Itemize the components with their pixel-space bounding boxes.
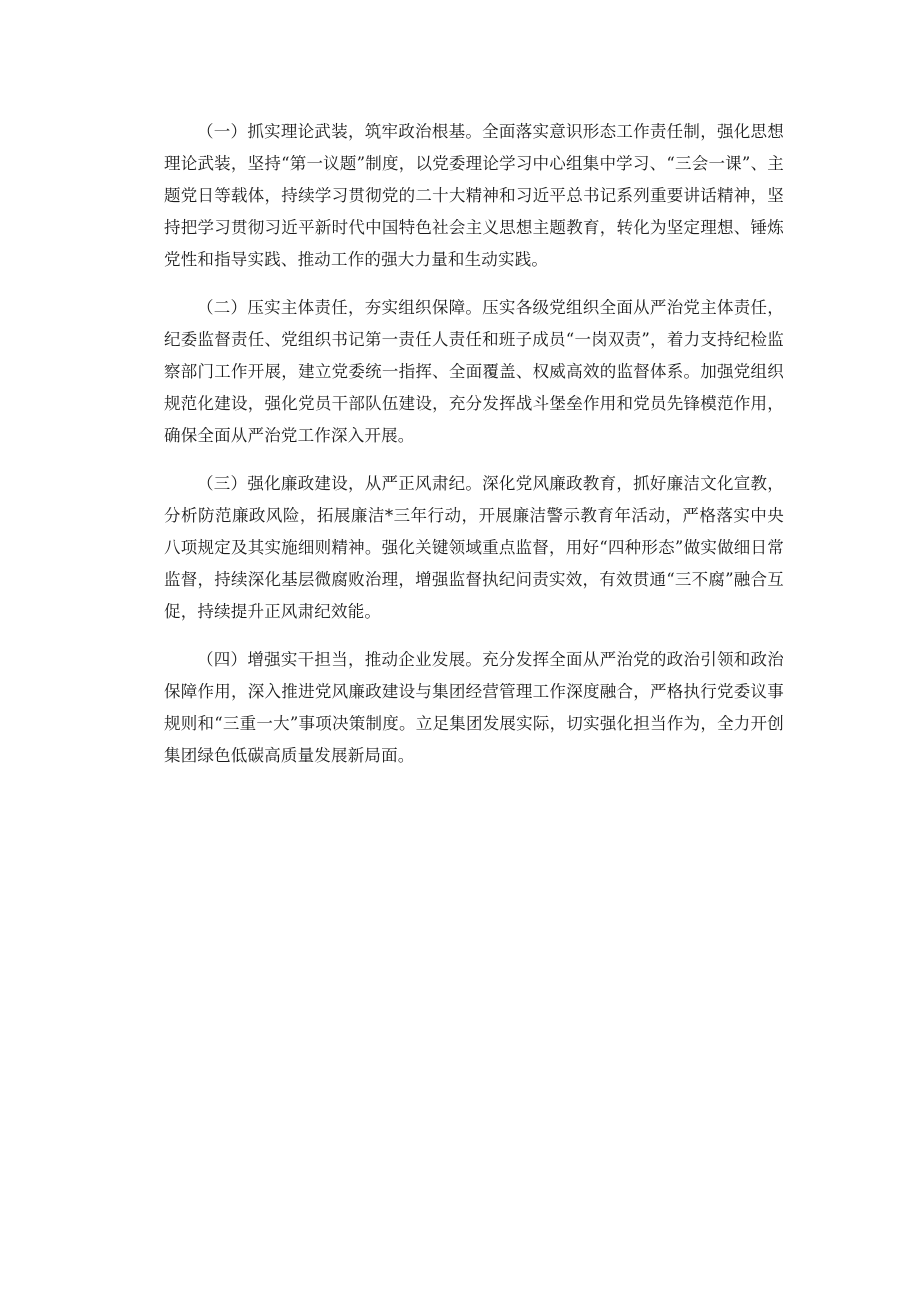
document-body	[164, 116, 784, 788]
paragraph-1: （一）抓实理论武装，筑牢政治根基。全面落实意识形态工作责任制，强化思想理论武装，坚持“第一议题”制度，以党委理论学习中心组集中学习、“三会一课”、主题党日等载体，持续学习贯彻党的二十大精神和习近平总书记系列重要讲话精神，坚持把学习贯彻习近平新时代中国特色社会主义思想主题教育，转化为坚定理想、锤炼党性和指导实践、推动工作的强大力量和生动实践。	[164, 122, 784, 269]
paragraph-3: （三）强化廉政建设，从严正风肃纪。深化党风廉政教育，抓好廉洁文化宣教，分析防范廉政风险，拓展廉洁*三年行动，开展廉洁警示教育年活动，严格落实中央八项规定及其实施细则精神。强化关键领域重点监督，用好“四种形态”做实做细日常监督，持续深化基层微腐败治理，增强监督执纪问责实效，有效贯通“三不腐”融合互促，持续提升正风肃纪效能。	[164, 474, 784, 621]
paragraph-2: （二）压实主体责任，夯实组织保障。压实各级党组织全面从严治党主体责任，纪委监督责任、党组织书记第一责任人责任和班子成员“一岗双责”，着力支持纪检监察部门工作开展，建立党委统一指挥、全面覆盖、权威高效的监督体系。加强党组织规范化建设，强化党员干部队伍建设，充分发挥战斗堡垒作用和党员先锋模范作用，确保全面从严治党工作深入开展。	[164, 298, 784, 445]
paragraph-4: （四）增强实干担当，推动企业发展。充分发挥全面从严治党的政治引领和政治保障作用，深入推进党风廉政建设与集团经营管理工作深度融合，严格执行党委议事规则和“三重一大”事项决策制度。立足集团发展实际，切实强化担当作为，全力开创集团绿色低碳高质量发展新局面。	[164, 650, 784, 765]
